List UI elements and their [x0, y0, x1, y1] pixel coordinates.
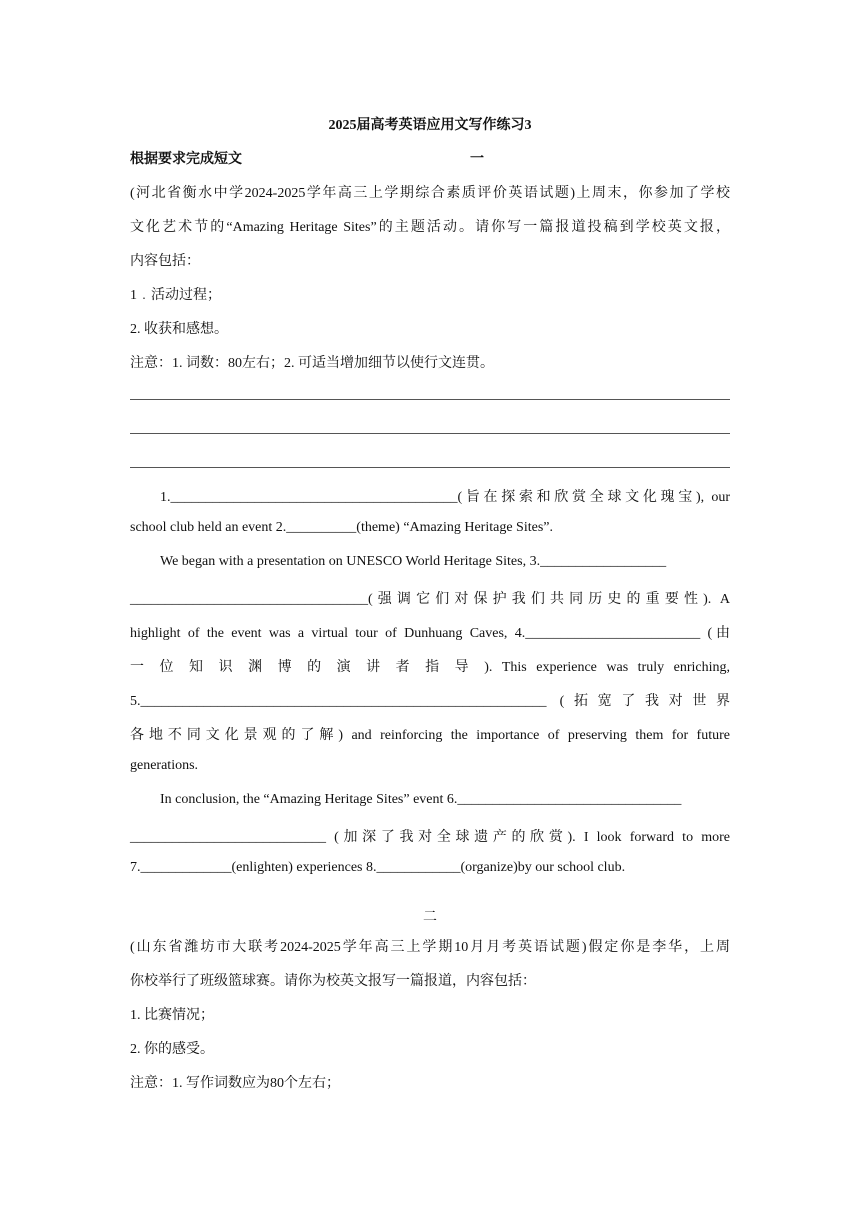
passage-line-12: 7._____________(enlighten) experiences 8.____________(organize)by our school club.: [130, 860, 626, 875]
task2-line-4: 2. 你的感受。: [130, 1042, 214, 1057]
task1-line-6: 注意：1. 词数：80左右；2. 可适当增加细节以使行文连贯。: [130, 356, 494, 371]
section-2-marker: 二: [423, 910, 437, 925]
task2-line-5: 注意：1. 写作词数应为80个左右；: [130, 1076, 340, 1091]
passage-line-3: We began with a presentation on UNESCO World Heritage Sites, 3.__________________: [160, 554, 667, 569]
writing-line-1[interactable]: [130, 399, 730, 400]
passage-line-8: 各地不同文化景观的了解) and reinforcing the importance of preserving them for future: [130, 728, 730, 743]
task2-line-2: 你校举行了班级篮球赛。请你为校英文报写一篇报道，内容包括：: [130, 974, 536, 989]
passage-line-2: school club held an event 2.__________(theme) “Amazing Heritage Sites”.: [130, 520, 553, 535]
passage-line-11: ____________________________ (加深了我对全球遗产的欣赏). I look forward to more: [130, 830, 730, 845]
task1-line-2: 文化艺术节的“Amazing Heritage Sites”的主题活动。请你写一篇报道投稿到学校英文报，: [130, 220, 730, 235]
passage-line-10: In conclusion, the “Amazing Heritage Sites” event 6.________________________________: [160, 792, 682, 807]
task2-line-3: 1. 比赛情况；: [130, 1008, 214, 1023]
passage-line-4: __________________________________(强调它们对保护我们共同历史的重要性). A: [130, 592, 730, 607]
task2-line-1: (山东省潍坊市大联考2024-2025学年高三上学期10月月考英语试题)假定你是李华，上周: [130, 940, 730, 955]
task1-line-3: 内容包括：: [130, 254, 200, 269]
document-title: 2025届高考英语应用文写作练习3: [328, 118, 532, 133]
task1-line-4: 1﹒活动过程；: [130, 288, 221, 303]
passage-line-6: 一 位 知 识 渊 博 的 演 讲 者 指 导 ). This experience was truly enriching,: [130, 660, 730, 675]
section-heading: 根据要求完成短文: [130, 152, 242, 167]
writing-line-3[interactable]: [130, 467, 730, 468]
passage-line-9: generations.: [130, 758, 199, 773]
passage-line-1: 1._________________________________________(旨在探索和欣赏全球文化瑰宝), our: [160, 490, 730, 505]
section-1-marker: 一: [470, 152, 484, 167]
passage-line-5: highlight of the event was a virtual tour of Dunhuang Caves, 4._________________________ (由: [130, 626, 730, 641]
writing-line-2[interactable]: [130, 433, 730, 434]
passage-line-7: 5.__________________________________________________________ (拓宽了我对世界: [130, 694, 730, 709]
task1-line-5: 2. 收获和感想。: [130, 322, 228, 337]
task1-line-1: (河北省衡水中学2024-2025学年高三上学期综合素质评价英语试题)上周末，你参加了学校: [130, 186, 730, 201]
